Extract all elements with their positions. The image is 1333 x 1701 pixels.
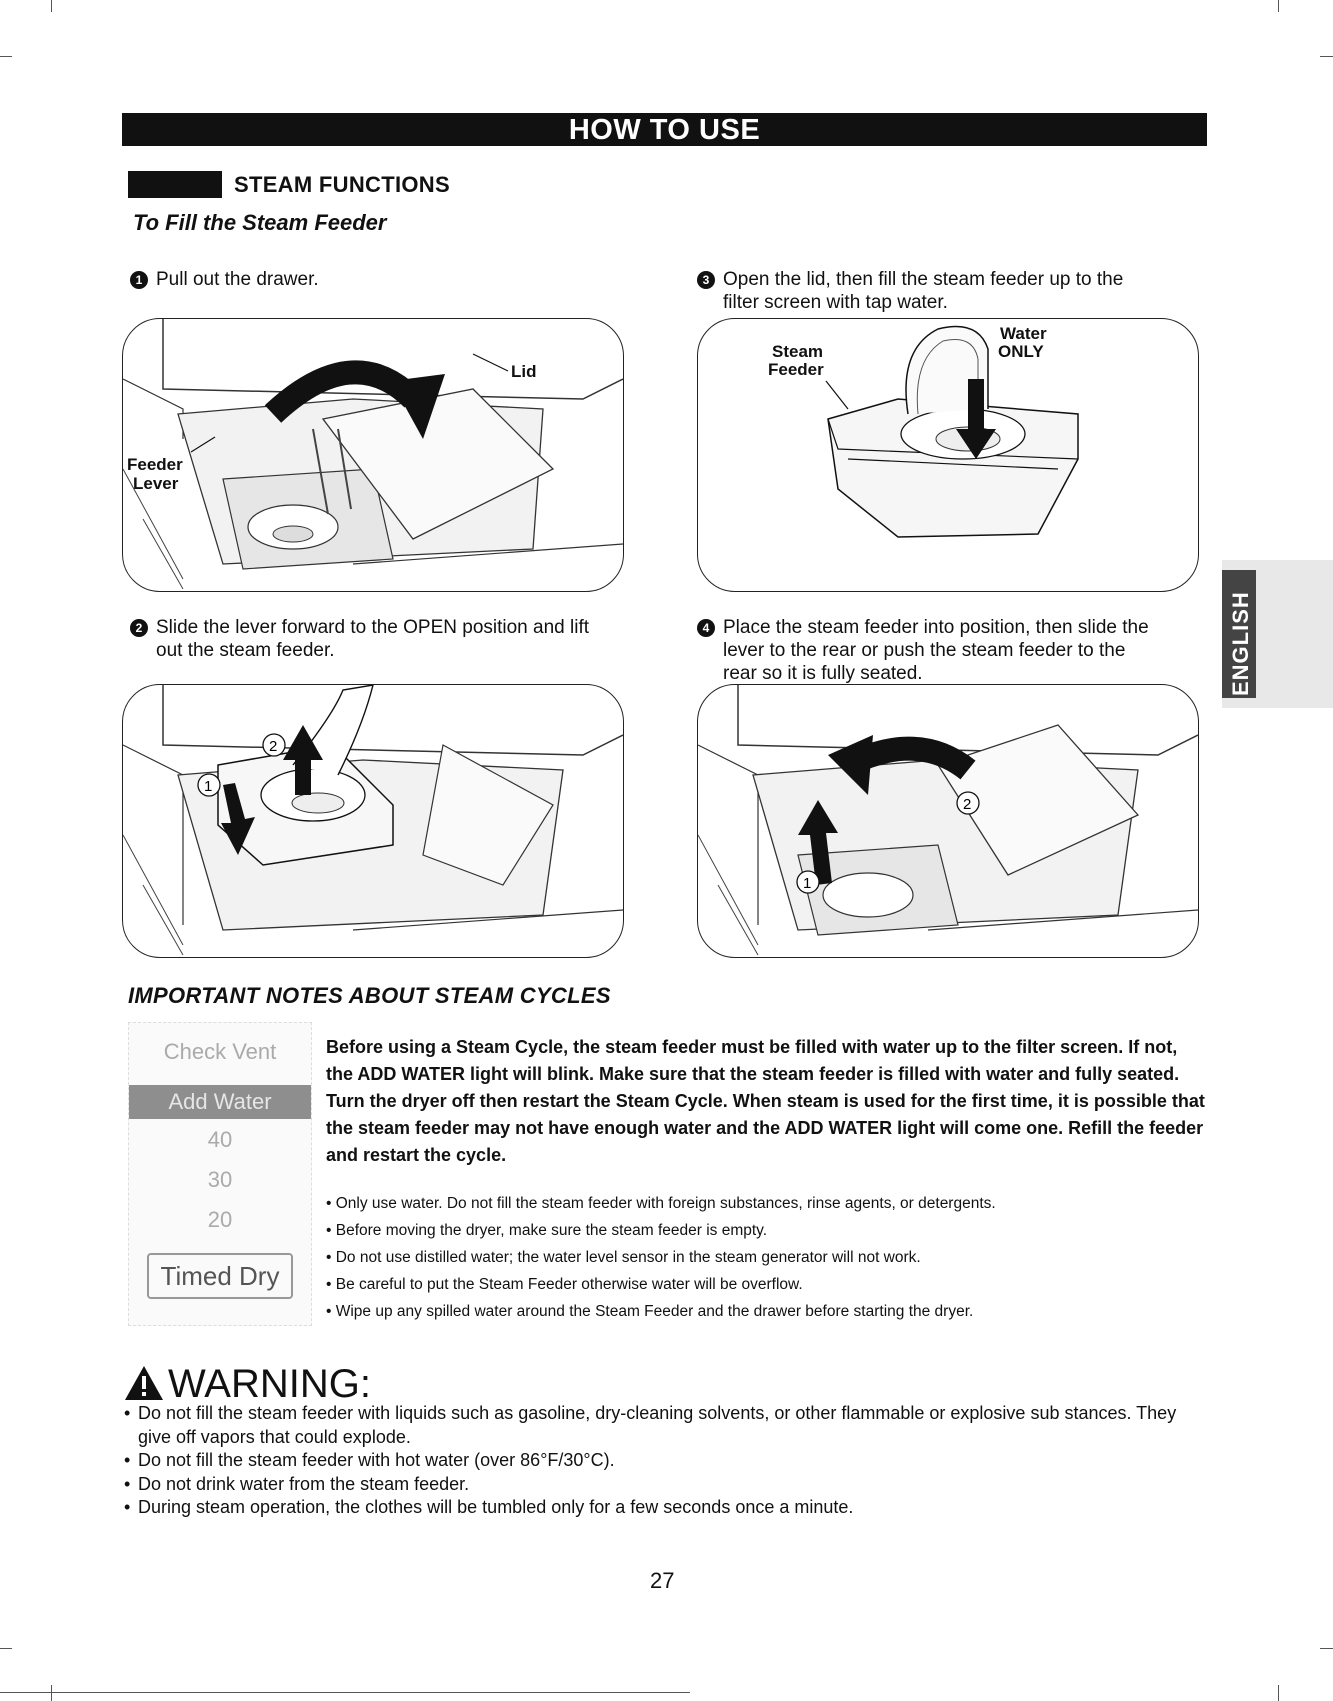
feeder-lever-label-line2: Lever	[133, 474, 179, 493]
warning-triangle-icon	[124, 1365, 164, 1401]
warning-list	[124, 1402, 1184, 1520]
step-number-badge: 2	[130, 619, 148, 637]
drawer-drawing	[123, 319, 623, 591]
control-panel-illustration	[128, 1022, 312, 1326]
crop-mark	[51, 1685, 52, 1701]
feeder-lever-label-line1: Feeder	[127, 455, 183, 474]
illustration-lift-steam-feeder	[122, 684, 624, 958]
illustration-fill-water	[697, 318, 1199, 592]
step-2	[130, 616, 589, 662]
step-3	[697, 268, 1123, 314]
crop-mark	[51, 0, 52, 12]
step-text: rear so it is fully seated.	[723, 663, 923, 684]
crop-mark	[0, 56, 12, 57]
temp-30-indicator: 30	[207, 1167, 233, 1192]
illustration-pull-out-drawer	[122, 318, 624, 592]
timed-dry-button: Timed Dry	[147, 1253, 293, 1299]
notes-bullet-list	[326, 1190, 1206, 1325]
section-title: STEAM FUNCTIONS	[234, 172, 450, 197]
step-text: Place the steam feeder into position, then slide the	[723, 617, 1149, 638]
marker-2: 2	[269, 738, 278, 755]
marker-2: 2	[963, 796, 972, 813]
steam-cycle-note-paragraph: Before using a Steam Cycle, the steam feeder must be filled with water up to the filter screen. If not, the ADD WATER light will blink. Make sure that the steam feeder is filled with water and fully seated. Turn the dryer off then restart the Steam Cycle. When steam is used for the first time, it is possible that the steam feeder may not have enough water and the ADD WATER light will come one. Refill the feeder and restart the cycle.	[326, 1037, 1205, 1165]
warning-item: • Do not fill the steam feeder with hot water (over 86°F/30°C).	[124, 1449, 1184, 1473]
step-number-badge: 1	[130, 271, 148, 289]
steam-feeder-label-line1: Steam	[772, 342, 824, 361]
water-only-label-line2: ONLY	[998, 342, 1044, 361]
important-notes-heading: IMPORTANT NOTES ABOUT STEAM CYCLES	[128, 983, 611, 1008]
temp-40-indicator: 40	[207, 1127, 233, 1152]
steam-feeder-label-line2: Feeder	[768, 360, 824, 379]
crop-mark	[1278, 1685, 1279, 1701]
water-only-label-line1: Water	[1000, 324, 1047, 343]
step-1	[130, 268, 319, 291]
step-text: Open the lid, then fill the steam feeder up to the	[723, 269, 1124, 290]
page-number: 27	[650, 1568, 675, 1593]
warning-title-text: WARNING:	[168, 1362, 371, 1406]
check-vent-indicator: Check Vent	[163, 1039, 277, 1064]
warning-title	[124, 1362, 371, 1406]
warning-item: • Do not drink water from the steam feeder.	[124, 1473, 1184, 1497]
subsection-title: To Fill the Steam Feeder	[133, 210, 387, 235]
add-water-indicator: Add Water	[129, 1085, 311, 1119]
step-text: Pull out the drawer.	[156, 269, 319, 290]
bottom-rule	[0, 1692, 690, 1693]
language-side-tab	[1222, 560, 1333, 708]
note-item: • Be careful to put the Steam Feeder otherwise water will be overflow.	[326, 1271, 1206, 1298]
language-tab-dark-strip	[1222, 570, 1256, 698]
note-item: • Wipe up any spilled water around the Steam Feeder and the drawer before starting the dryer.	[326, 1298, 1206, 1325]
crop-mark	[1320, 1648, 1333, 1649]
note-item: • Only use water. Do not fill the steam feeder with foreign substances, rinse agents, or detergents.	[326, 1190, 1206, 1217]
step-4	[697, 616, 1149, 685]
lid-label: Lid	[511, 362, 537, 381]
marker-1: 1	[803, 875, 812, 892]
crop-mark	[0, 1648, 12, 1649]
crop-mark	[1320, 56, 1333, 57]
marker-1: 1	[204, 778, 213, 795]
step-text: Slide the lever forward to the OPEN position and lift	[156, 617, 590, 638]
warning-item: • Do not fill the steam feeder with liquids such as gasoline, dry-cleaning solvents, or other flammable or explosive sub stances. They give off vapors that could explode.	[124, 1402, 1184, 1449]
section-marker-block	[128, 171, 222, 198]
place-feeder-drawing	[698, 685, 1198, 957]
note-item: • Do not use distilled water; the water level sensor in the steam generator will not work.	[326, 1244, 1206, 1271]
header-bar: HOW TO USE	[122, 113, 1207, 146]
language-tab-label: ENGLISH	[1228, 591, 1253, 697]
crop-mark	[1278, 0, 1279, 12]
temp-20-indicator: 20	[207, 1207, 233, 1232]
lift-feeder-drawing	[123, 685, 623, 957]
illustration-place-feeder	[697, 684, 1199, 958]
step-text: filter screen with tap water.	[723, 292, 948, 313]
note-item: • Before moving the dryer, make sure the steam feeder is empty.	[326, 1217, 1206, 1244]
step-text: out the steam feeder.	[156, 640, 335, 661]
fill-water-drawing	[698, 319, 1198, 591]
step-number-badge: 4	[697, 619, 715, 637]
step-number-badge: 3	[697, 271, 715, 289]
warning-item: • During steam operation, the clothes will be tumbled only for a few seconds once a minute.	[124, 1496, 1184, 1520]
step-text: lever to the rear or push the steam feeder to the	[723, 640, 1126, 661]
